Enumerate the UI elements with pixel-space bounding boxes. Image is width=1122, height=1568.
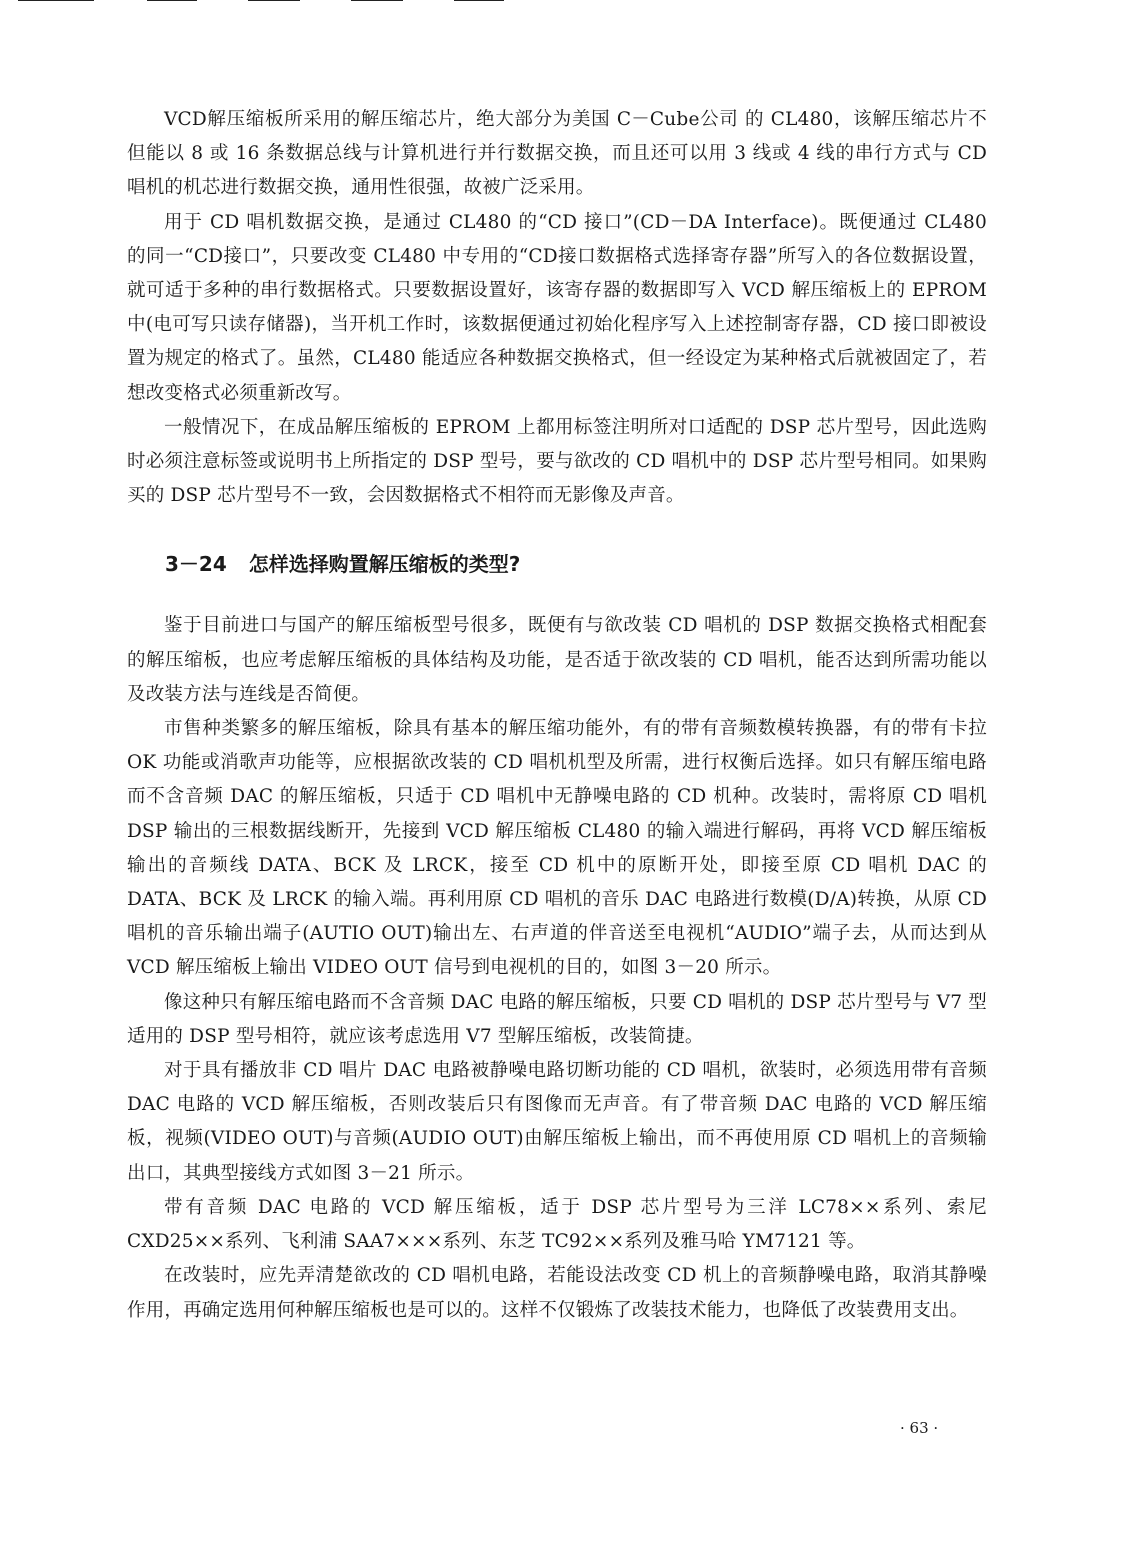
top-rule (18, 0, 94, 1)
section-heading (165, 549, 987, 579)
top-rule (351, 0, 403, 1)
paragraph: 一般情况下，在成品解压缩板的 EPROM 上都用标签注明所对口适配的 DSP 芯片型号，因此选购时必须注意标签或说明书上所指定的 DSP 型号，要与欲改的 CD 唱机中的 DSP 芯片型号相同。如果购买的 DSP 芯片型号不一致，会因数据格式不相符而无影像及声音。 (127, 416, 987, 507)
paragraph: 带有音频 DAC 电路的 VCD 解压缩板，适于 DSP 芯片型号为三洋 LC78××系列、索尼 CXD25××系列、飞利浦 SAA7×××系列、东芝 TC92××系列及雅马哈 YM7121 等。 (127, 1196, 987, 1253)
section-number: 3－24 (165, 552, 227, 577)
section-title: 怎样选择购置解压缩板的类型? (248, 552, 521, 577)
top-rule (147, 0, 197, 1)
top-rule (248, 0, 300, 1)
paragraph: 鉴于目前进口与国产的解压缩板型号很多，既便有与欲改装 CD 唱机的 DSP 数据交换格式相配套的解压缩板，也应考虑解压缩板的具体结构及功能，是否适于欲改装的 CD 唱机，能否达到所需功能以及改装方法与连线是否简便。 (127, 615, 987, 705)
paragraph: VCD解压缩板所采用的解压缩芯片，绝大部分为美国 C－Cube公司 的 CL480，该解压缩芯片不但能以 8 或 16 条数据总线与计算机进行并行数据交换，而且还可以用 3 线或 4 线的串行方式与 CD 唱机的机芯进行数据交换，通用性很强，故被广泛采用。 (127, 109, 987, 199)
paragraph: 像这种只有解压缩电路而不含音频 DAC 电路的解压缩板，只要 CD 唱机的 DSP 芯片型号与 V7 型适用的 DSP 型号相符，就应该考虑选用 V7 型解压缩板，改装简捷。 (127, 991, 987, 1047)
paragraph: 在改装时，应先弄清楚欲改的 CD 唱机电路，若能设法改变 CD 机上的音频静噪电路，取消其静噪作用，再确定选用何种解压缩板也是可以的。这样不仅锻炼了改装技术能力，也降低了改装费用支出。 (127, 1265, 987, 1321)
page-body (127, 103, 987, 1328)
paragraph: 市售种类繁多的解压缩板，除具有基本的解压缩功能外，有的带有音频数模转换器，有的带有卡拉 OK 功能或消歌声功能等，应根据欲改装的 CD 唱机机型及所需，进行权衡后选择。如只有解压缩电路而不含音频 DAC 的解压缩板，只适于 CD 唱机中无静噪电路的 CD 机种。改装时，需将原 CD 唱机 DSP 输出的三根数据线断开，先接到 VCD 解压缩板 CL480 的输入端进行解码，再将 VCD 解压缩板输出的音频线 DATA、BCK 及 LRCK，接至 CD 机中的原断开处，即接至原 CD 唱机 DAC 的 DATA、BCK 及 LRCK 的输入端。再利用原 CD 唱机的音乐 DAC 电路进行数模(D/A)转换，从原 CD 唱机的音乐输出端子(AUTIO OUT)输出左、右声道的伴音送至电视机“AUDIO”端子去，从而达到从 VCD 解压缩板上输出 VIDEO OUT 信号到电视机的目的，如图 3－20 所示。 (127, 718, 987, 979)
top-rule (454, 0, 504, 1)
page-number: · 63 · (900, 1419, 939, 1437)
paragraph: 对于具有播放非 CD 唱片 DAC 电路被静噪电路切断功能的 CD 唱机，欲装时，必须选用带有音频 DAC 电路的 VCD 解压缩板，否则改装后只有图像而无声音。有了带音频 DAC 电路的 VCD 解压缩板，视频(VIDEO OUT)与音频(AUDIO OUT)由解压缩板上输出，而不再使用原 CD 唱机上的音频输出口，其典型接线方式如图 3－21 所示。 (127, 1060, 987, 1184)
paragraph: 用于 CD 唱机数据交换，是通过 CL480 的“CD 接口”(CD－DA Interface)。既便通过 CL480 的同一“CD接口”，只要改变 CL480 中专用的“CD接口数据格式选择寄存器”所写入的各位数据设置，就可适于多种的串行数据格式。只要数据设置好，该寄存器的数据即写入 VCD 解压缩板上的 EPROM 中(电可写只读存储器)，当开机工作时，该数据便通过初始化程序写入上述控制寄存器，CD 接口即被设置为规定的格式了。虽然，CL480 能适应各种数据交换格式，但一经设定为某种格式后就被固定了，若想改变格式必须重新改写。 (127, 211, 987, 404)
